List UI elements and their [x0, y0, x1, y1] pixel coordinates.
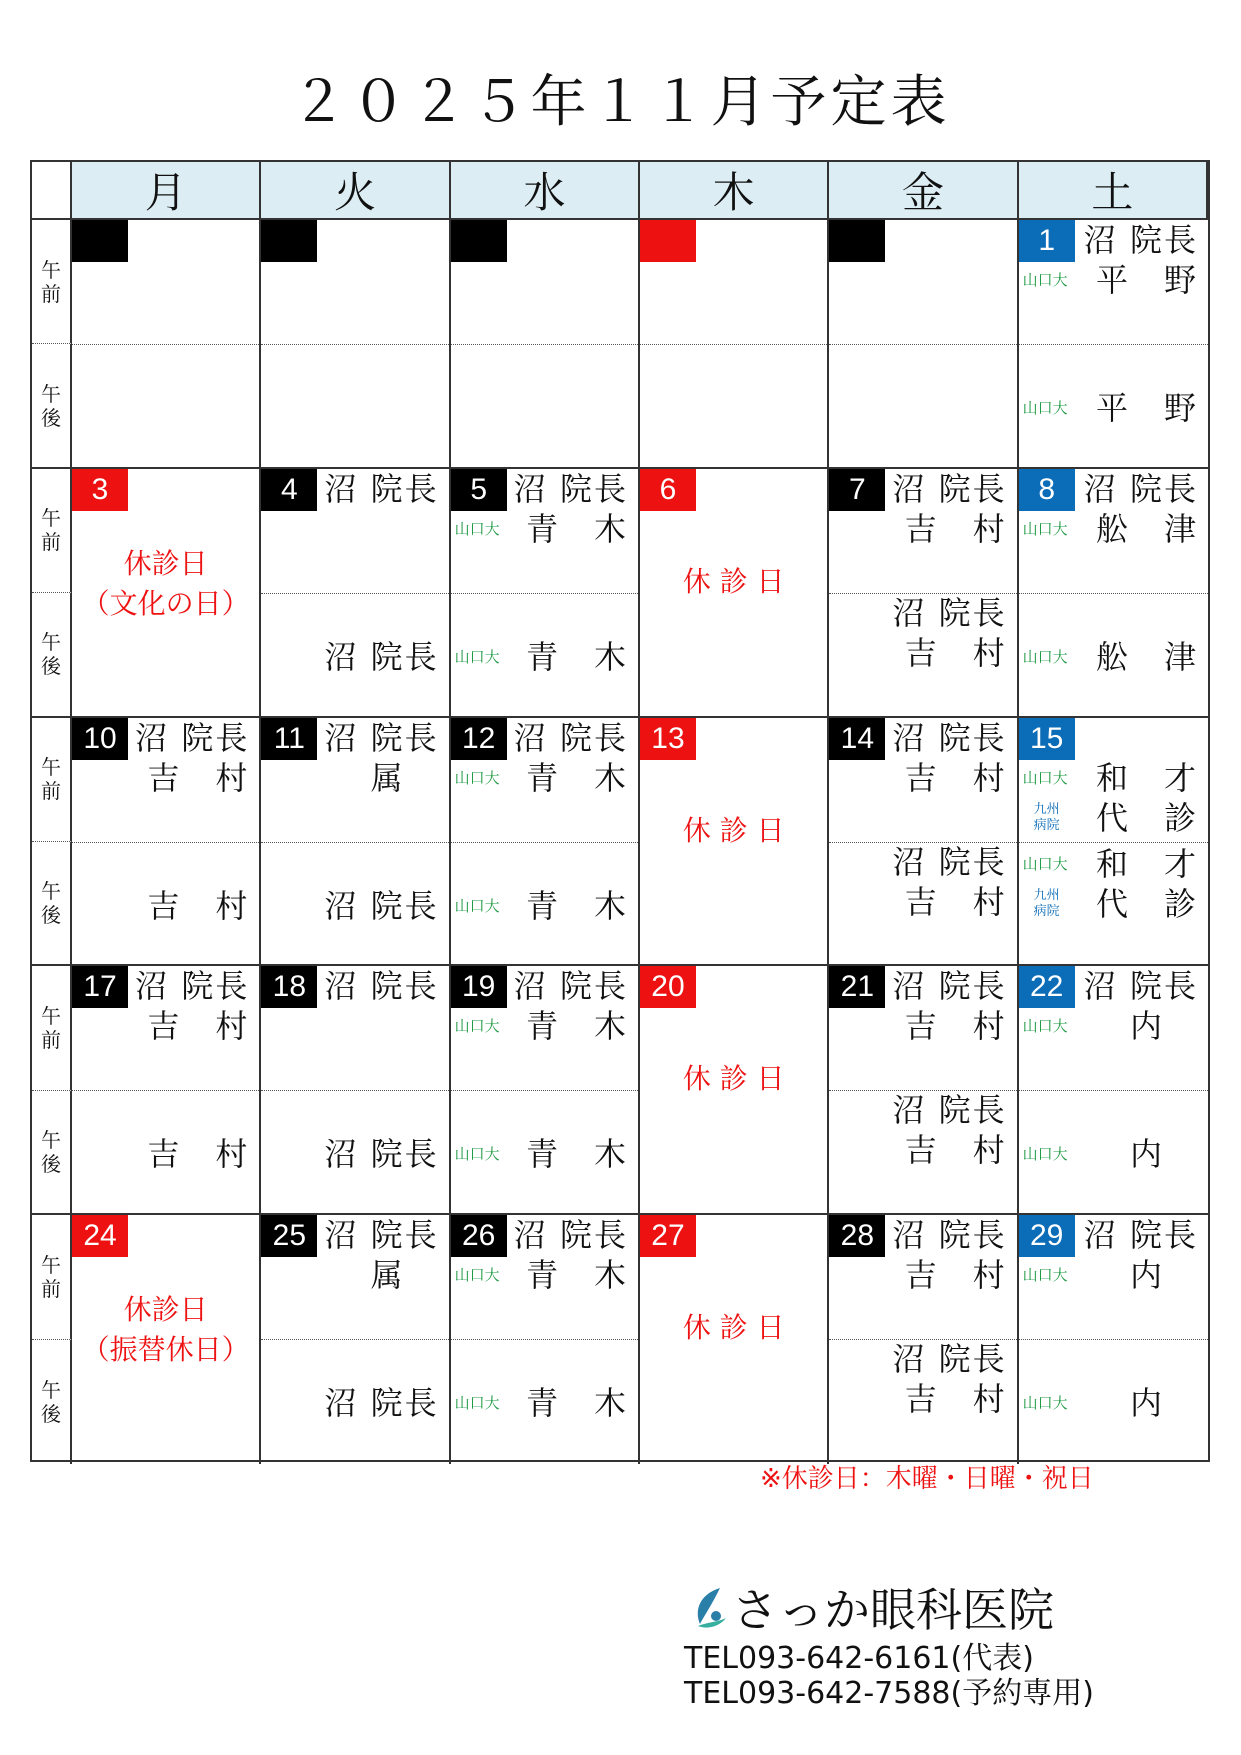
schedule-entry: 吉 村 [904, 758, 1007, 797]
affiliation-yamaguchi: 山口大 [454, 768, 500, 787]
day-cell [451, 469, 640, 718]
date-badge: 7 [829, 469, 885, 511]
schedule-entry: 吉 村 [147, 886, 250, 925]
schedule-entry: 内 [1129, 1256, 1198, 1295]
schedule-entry: 平 野 [1095, 261, 1198, 299]
am-pm-divider [261, 344, 448, 345]
day-cell [829, 1215, 1018, 1464]
affiliation-yamaguchi: 山口大 [454, 519, 500, 538]
am-pm-divider [829, 344, 1016, 345]
schedule-entry: 代 診 [1095, 884, 1198, 923]
schedule-entry: 平 野 [1095, 389, 1198, 427]
date-badge [640, 220, 696, 262]
schedule-entry: 吉 村 [904, 509, 1007, 548]
period-label-pm [32, 593, 72, 717]
affiliation-yamaguchi: 山口大 [1022, 519, 1068, 538]
schedule-entry: 吉 村 [147, 1135, 250, 1174]
holiday-label: 休 診 日 [682, 1062, 785, 1096]
page-title: ２０２５年１１月予定表 [290, 70, 951, 135]
day-cell [72, 718, 261, 967]
schedule-entry: 和 才 [1095, 758, 1198, 797]
affiliation-yamaguchi: 山口大 [1022, 399, 1068, 417]
day-cell [640, 966, 829, 1215]
day-cell [829, 469, 1018, 718]
date-badge: 19 [451, 966, 507, 1008]
schedule-entry: 沼 院長 [1083, 469, 1198, 508]
am-pm-divider [72, 1090, 259, 1091]
date-badge: 28 [829, 1215, 885, 1257]
period-char: 午 [41, 1004, 61, 1029]
am-pm-divider [451, 593, 638, 594]
schedule-entry: 吉 村 [147, 758, 250, 797]
day-cell [1019, 718, 1208, 967]
period-label-am [32, 1215, 72, 1339]
schedule-entry: 吉 村 [904, 1007, 1007, 1046]
affiliation-yamaguchi: 山口大 [454, 1017, 500, 1036]
period-char: 前 [41, 1276, 61, 1301]
schedule-entry: 沼 院長 [324, 469, 439, 508]
schedule-entry: 沼 院長 [892, 1340, 1007, 1379]
period-char: 前 [41, 530, 61, 555]
period-char: 前 [41, 281, 61, 306]
date-badge: 17 [72, 966, 128, 1008]
date-badge: 13 [640, 718, 696, 760]
weekday-header: 月 [72, 162, 261, 220]
affiliation-yamaguchi: 山口大 [1022, 1394, 1068, 1413]
schedule-entry: 吉 村 [147, 1007, 250, 1046]
date-badge: 12 [451, 718, 507, 760]
schedule-entry: 沼 院長 [513, 1216, 628, 1255]
weekday-header: 木 [640, 162, 829, 220]
am-pm-divider [72, 842, 259, 843]
affiliation-yamaguchi: 山口大 [454, 1145, 500, 1164]
period-label-am [32, 220, 72, 344]
period-label-pm [32, 842, 72, 966]
am-pm-divider [1019, 1090, 1208, 1091]
am-pm-divider [1019, 593, 1208, 594]
schedule-entry: 青 木 [525, 1384, 628, 1423]
day-cell [451, 966, 640, 1215]
date-badge: 22 [1019, 966, 1075, 1008]
date-badge: 1 [1019, 220, 1075, 262]
period-char: 午 [41, 381, 61, 406]
date-badge: 15 [1019, 718, 1075, 760]
schedule-entry: 沼 院長 [324, 1135, 439, 1174]
schedule-entry: 青 木 [525, 758, 628, 797]
holiday-label: （文化の日） [81, 586, 250, 620]
date-badge: 6 [640, 469, 696, 511]
day-cell [261, 220, 450, 469]
period-char: 午 [41, 506, 61, 531]
clinic-logo-icon [690, 1586, 730, 1630]
period-char: 後 [41, 903, 61, 928]
table-corner [32, 162, 72, 220]
holiday-label: 休 診 日 [682, 1311, 785, 1345]
schedule-entry: 吉 村 [904, 1131, 1007, 1170]
schedule-entry: 沼 院長 [892, 593, 1007, 632]
schedule-entry: 沼 院長 [324, 1216, 439, 1255]
schedule-entry: 青 木 [525, 886, 628, 925]
day-cell [829, 220, 1018, 469]
date-badge: 25 [261, 1215, 317, 1257]
day-cell [261, 1215, 450, 1464]
am-pm-divider [1019, 344, 1208, 345]
affiliation-kyushu: 病院 [1033, 817, 1060, 833]
date-badge: 5 [451, 469, 507, 511]
closed-days-note: ※休診日：木曜・日曜・祝日 [760, 1464, 1094, 1494]
period-char: 後 [41, 1401, 61, 1426]
date-badge: 10 [72, 718, 128, 760]
affiliation-yamaguchi: 山口大 [1022, 647, 1068, 666]
date-badge: 3 [72, 469, 128, 511]
date-badge [829, 220, 885, 262]
schedule-entry: 吉 村 [904, 633, 1007, 672]
schedule-entry: 青 木 [525, 637, 628, 676]
date-badge: 24 [72, 1215, 128, 1257]
period-char: 午 [41, 1127, 61, 1152]
period-char: 前 [41, 779, 61, 804]
am-pm-divider [261, 842, 448, 843]
day-cell [261, 718, 450, 967]
period-label-pm [32, 1340, 72, 1464]
schedule-entry: 青 木 [525, 1007, 628, 1046]
am-pm-divider [451, 344, 638, 345]
period-label-pm [32, 1091, 72, 1215]
period-char: 後 [41, 654, 61, 679]
holiday-label: 休 診 日 [682, 813, 785, 847]
schedule-entry: 青 木 [525, 1135, 628, 1174]
affiliation-yamaguchi: 山口大 [1022, 1017, 1068, 1036]
date-badge: 18 [261, 966, 317, 1008]
schedule-entry: 吉 村 [904, 1380, 1007, 1419]
schedule-entry: 舩 津 [1095, 637, 1198, 676]
date-badge: 29 [1019, 1215, 1075, 1257]
am-pm-divider [261, 1339, 448, 1340]
period-label-am [32, 469, 72, 593]
period-char: 午 [41, 879, 61, 904]
holiday-label: 休診日 [123, 1293, 208, 1327]
day-cell [72, 220, 261, 469]
schedule-entry: 青 木 [525, 509, 628, 548]
weekday-header: 金 [829, 162, 1018, 220]
holiday-label: 休診日 [123, 546, 208, 580]
day-cell [1019, 469, 1208, 718]
day-cell [72, 1215, 261, 1464]
day-cell [829, 718, 1018, 967]
holiday-label: （振替休日） [81, 1333, 250, 1367]
day-cell [640, 718, 829, 967]
day-cell [829, 966, 1018, 1215]
am-pm-divider [261, 1090, 448, 1091]
affiliation-kyushu: 九州 [1033, 801, 1060, 817]
schedule-entry: 沼 院長 [892, 718, 1007, 757]
schedule-entry: 沼 院長 [324, 886, 439, 925]
day-cell [1019, 220, 1208, 469]
schedule-entry: 沼 院長 [892, 469, 1007, 508]
affiliation-yamaguchi: 山口大 [1022, 1266, 1068, 1285]
holiday-label: 休 診 日 [682, 564, 785, 598]
day-cell [640, 1215, 829, 1464]
day-cell [640, 469, 829, 718]
schedule-entry: 吉 村 [904, 882, 1007, 921]
period-char: 後 [41, 405, 61, 430]
schedule-entry: 沼 院長 [324, 637, 439, 676]
schedule-entry: 沼 院長 [513, 718, 628, 757]
calendar-table [30, 160, 1210, 1462]
schedule-entry: 内 [1129, 1007, 1198, 1046]
day-cell [261, 469, 450, 718]
am-pm-divider [261, 593, 448, 594]
schedule-entry: 属 [370, 1256, 439, 1295]
period-label-pm [32, 344, 72, 468]
schedule-entry: 沼 院長 [892, 842, 1007, 881]
tel-main: TEL093-642-6161(代表) [684, 1641, 1034, 1676]
affiliation-kyushu: 病院 [1033, 903, 1060, 919]
am-pm-divider [1019, 1339, 1208, 1340]
schedule-entry: 沼 院長 [892, 1091, 1007, 1130]
am-pm-divider [1019, 842, 1208, 843]
period-char: 前 [41, 1028, 61, 1053]
schedule-entry: 沼 院長 [892, 967, 1007, 1006]
schedule-entry: 沼 院長 [513, 967, 628, 1006]
affiliation-yamaguchi: 山口大 [454, 1394, 500, 1413]
schedule-entry: 青 木 [525, 1256, 628, 1295]
period-char: 午 [41, 630, 61, 655]
affiliation-kyushu: 九州 [1033, 887, 1060, 903]
affiliation-yamaguchi: 山口大 [454, 647, 500, 666]
schedule-entry: 沼 院長 [513, 469, 628, 508]
date-badge [72, 220, 128, 262]
schedule-entry: 沼 院長 [1083, 221, 1198, 259]
am-pm-divider [72, 344, 259, 345]
schedule-entry: 沼 院長 [892, 1216, 1007, 1255]
period-char: 午 [41, 1377, 61, 1402]
day-cell [1019, 966, 1208, 1215]
schedule-entry: 吉 村 [904, 1256, 1007, 1295]
period-char: 後 [41, 1151, 61, 1176]
period-label-am [32, 718, 72, 842]
date-badge: 26 [451, 1215, 507, 1257]
day-cell [72, 966, 261, 1215]
affiliation-yamaguchi: 山口大 [1022, 768, 1068, 787]
day-cell [640, 220, 829, 469]
date-badge: 8 [1019, 469, 1075, 511]
date-badge: 14 [829, 718, 885, 760]
schedule-entry: 沼 院長 [135, 718, 250, 757]
am-pm-divider [451, 1339, 638, 1340]
schedule-entry: 代 診 [1095, 798, 1198, 837]
weekday-header: 土 [1019, 162, 1208, 220]
schedule-entry: 内 [1129, 1384, 1198, 1423]
tel-reservation: TEL093-642-7588(予約専用) [684, 1676, 1094, 1711]
date-badge: 21 [829, 966, 885, 1008]
date-badge: 20 [640, 966, 696, 1008]
schedule-entry: 沼 院長 [324, 1384, 439, 1423]
period-char: 午 [41, 755, 61, 780]
schedule-entry: 沼 院長 [1083, 1216, 1198, 1255]
period-char: 午 [41, 1252, 61, 1277]
date-badge [451, 220, 507, 262]
period-char: 午 [41, 257, 61, 282]
date-badge: 27 [640, 1215, 696, 1257]
day-cell [72, 469, 261, 718]
date-badge: 4 [261, 469, 317, 511]
am-pm-divider [451, 1090, 638, 1091]
schedule-entry: 沼 院長 [1083, 967, 1198, 1006]
am-pm-divider [640, 344, 827, 345]
schedule-entry: 内 [1129, 1135, 1198, 1174]
day-cell [451, 718, 640, 967]
affiliation-yamaguchi: 山口大 [1022, 1145, 1068, 1164]
schedule-entry: 沼 院長 [324, 718, 439, 757]
weekday-header: 水 [451, 162, 640, 220]
date-badge [261, 220, 317, 262]
weekday-header: 火 [261, 162, 450, 220]
schedule-entry: 属 [370, 758, 439, 797]
affiliation-yamaguchi: 山口大 [1022, 854, 1068, 873]
day-cell [451, 1215, 640, 1464]
period-label-am [32, 966, 72, 1090]
am-pm-divider [451, 842, 638, 843]
schedule-entry: 沼 院長 [324, 967, 439, 1006]
date-badge: 11 [261, 718, 317, 760]
clinic-name: さっか眼科医院 [732, 1583, 1054, 1637]
day-cell [261, 966, 450, 1215]
schedule-entry: 舩 津 [1095, 509, 1198, 548]
affiliation-yamaguchi: 山口大 [1022, 271, 1068, 289]
schedule-entry: 和 才 [1095, 844, 1198, 883]
affiliation-yamaguchi: 山口大 [454, 1266, 500, 1285]
day-cell [1019, 1215, 1208, 1464]
affiliation-yamaguchi: 山口大 [454, 896, 500, 915]
day-cell [451, 220, 640, 469]
schedule-entry: 沼 院長 [135, 967, 250, 1006]
